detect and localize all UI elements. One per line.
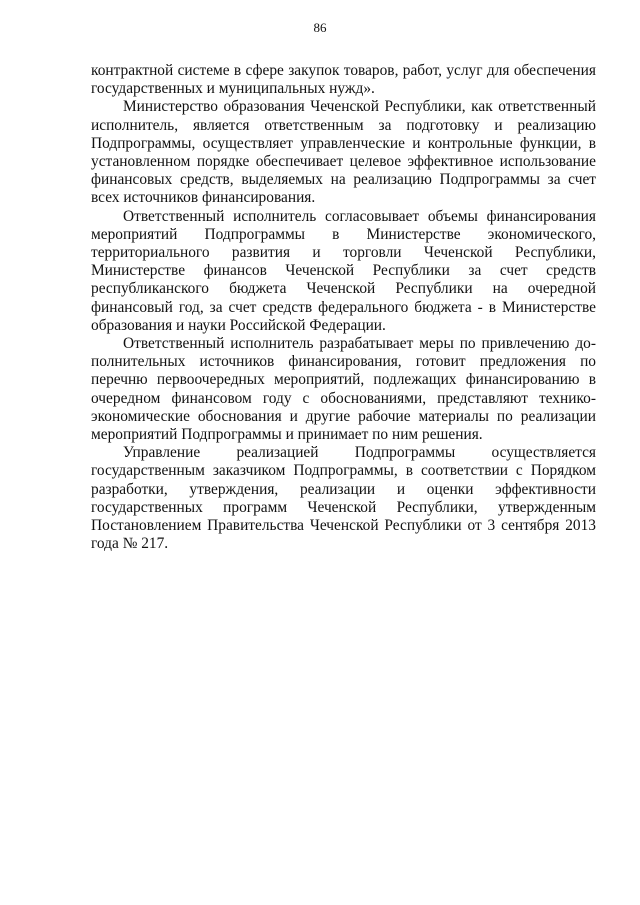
paragraph-additional-funding: Ответственный исполнитель разрабатывает меры по привлечению дополнительных источников финансирования, готовит предложения по перечню первоочередных мероприятий, подлежащих финансированию в очередном финансовом году с обоснованиями, представляют технико-экономические обоснования и другие рабочие материалы по реализации мероприятий Подпрограммы и принимает по ним решения. xyxy=(91,335,596,444)
page-number: 86 xyxy=(313,20,327,35)
document-body xyxy=(91,62,596,553)
paragraph-funding-coordination: Ответственный исполнитель согласовывает объемы финансирования мероприятий Подпрограммы в Министерстве экономического, территориального развития и торговли Чеченской Республики, Министерстве финансов Чеченской Республики за счет средств республиканского бюджета Чеченской Республики на очередной финансовый год, за счет средств федерального бюджета - в Министерстве образования и науки Российской Федерации. xyxy=(91,207,596,334)
paragraph-continuation: контрактной системе в сфере закупок товаров, работ, услуг для обеспечения государственных и муниципальных нужд». xyxy=(91,62,596,98)
paragraph-program-management: Управление реализацией Подпрограммы осуществляется государственным заказчиком Подпрограммы, в соответствии с Порядком разработки, утверждения, реализации и оценки эффективности государственных программ Чеченской Республики, утвержденным Постановлением Правительства Чеченской Республики от 3 сентября 2013 года № 217. xyxy=(91,444,596,553)
paragraph-ministry-responsibility: Министерство образования Чеченской Республики, как ответственный исполнитель, является ответственным за подготовку и реализацию Подпрограммы, осуществляет управленческие и контрольные функции, в установленном порядке обеспечивает целевое эффективное использование финансовых средств, выделяемых на реализацию Подпрограммы за счет всех источников финансирования. xyxy=(91,98,596,207)
